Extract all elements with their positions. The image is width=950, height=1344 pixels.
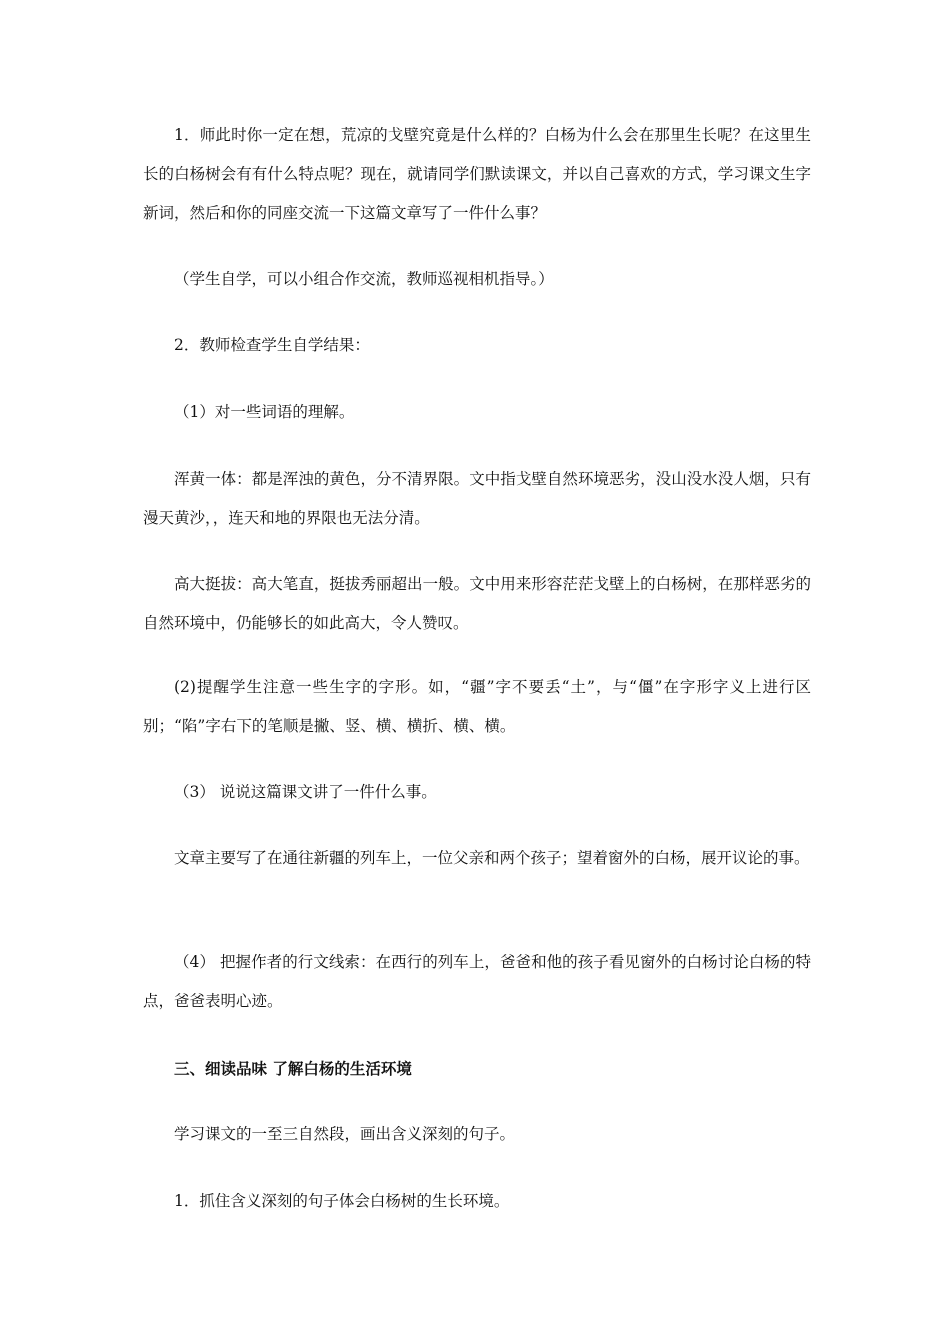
paragraph-10: （4） 把握作者的行文线索：在西行的列车上，爸爸和他的孩子看见窗外的白杨讨论白杨的特点，爸爸表明心迹。 xyxy=(143,953,811,1010)
paragraph-4: （1）对一些词语的理解。 xyxy=(174,403,355,421)
paragraph-6: 高大挺拔：高大笔直，挺拔秀丽超出一般。文中用来形容茫茫戈壁上的白杨树，在那样恶劣的自然环境中，仍能够长的如此高大，令人赞叹。 xyxy=(143,575,811,632)
paragraph-3: 2．教师检查学生自学结果： xyxy=(174,336,370,354)
paragraph-9: 文章主要写了在通往新疆的列车上，一位父亲和两个孩子；望着窗外的白杨，展开议论的事。 xyxy=(174,849,810,867)
paragraph-8: （3） 说说这篇课文讲了一件什么事。 xyxy=(174,783,437,801)
paragraph-5: 浑黄一体：都是浑浊的黄色，分不清界限。文中指戈壁自然环境恶劣，没山没水没人烟，只有漫天黄沙，，连天和地的界限也无法分清。 xyxy=(143,470,811,527)
paragraph-12: 学习课文的一至三自然段，画出含义深刻的句子。 xyxy=(174,1125,516,1143)
paragraph-2: （学生自学，可以小组合作交流，教师巡视相机指导。） xyxy=(174,270,554,288)
section-heading: 三、细读品味 了解白杨的生活环境 xyxy=(174,1059,412,1078)
paragraph-13: 1．抓住含义深刻的句子体会白杨树的生长环境。 xyxy=(174,1192,510,1210)
paragraph-1: 1．师此时你一定在想，荒凉的戈壁究竟是什么样的？白杨为什么会在那里生长呢？在这里生长的白杨树会有有什么特点呢？现在，就请同学们默读课文，并以自己喜欢的方式，学习课文生字新词，然后和你的同座交流一下这篇文章写了一件什么事？ xyxy=(143,126,811,222)
paragraph-7: (2)提醒学生注意一些生字的字形。如，“疆”字不要丢“土”，与“僵”在字形字义上进行区别；“陷”字右下的笔顺是撇、竖、横、横折、横、横。 xyxy=(143,678,811,735)
